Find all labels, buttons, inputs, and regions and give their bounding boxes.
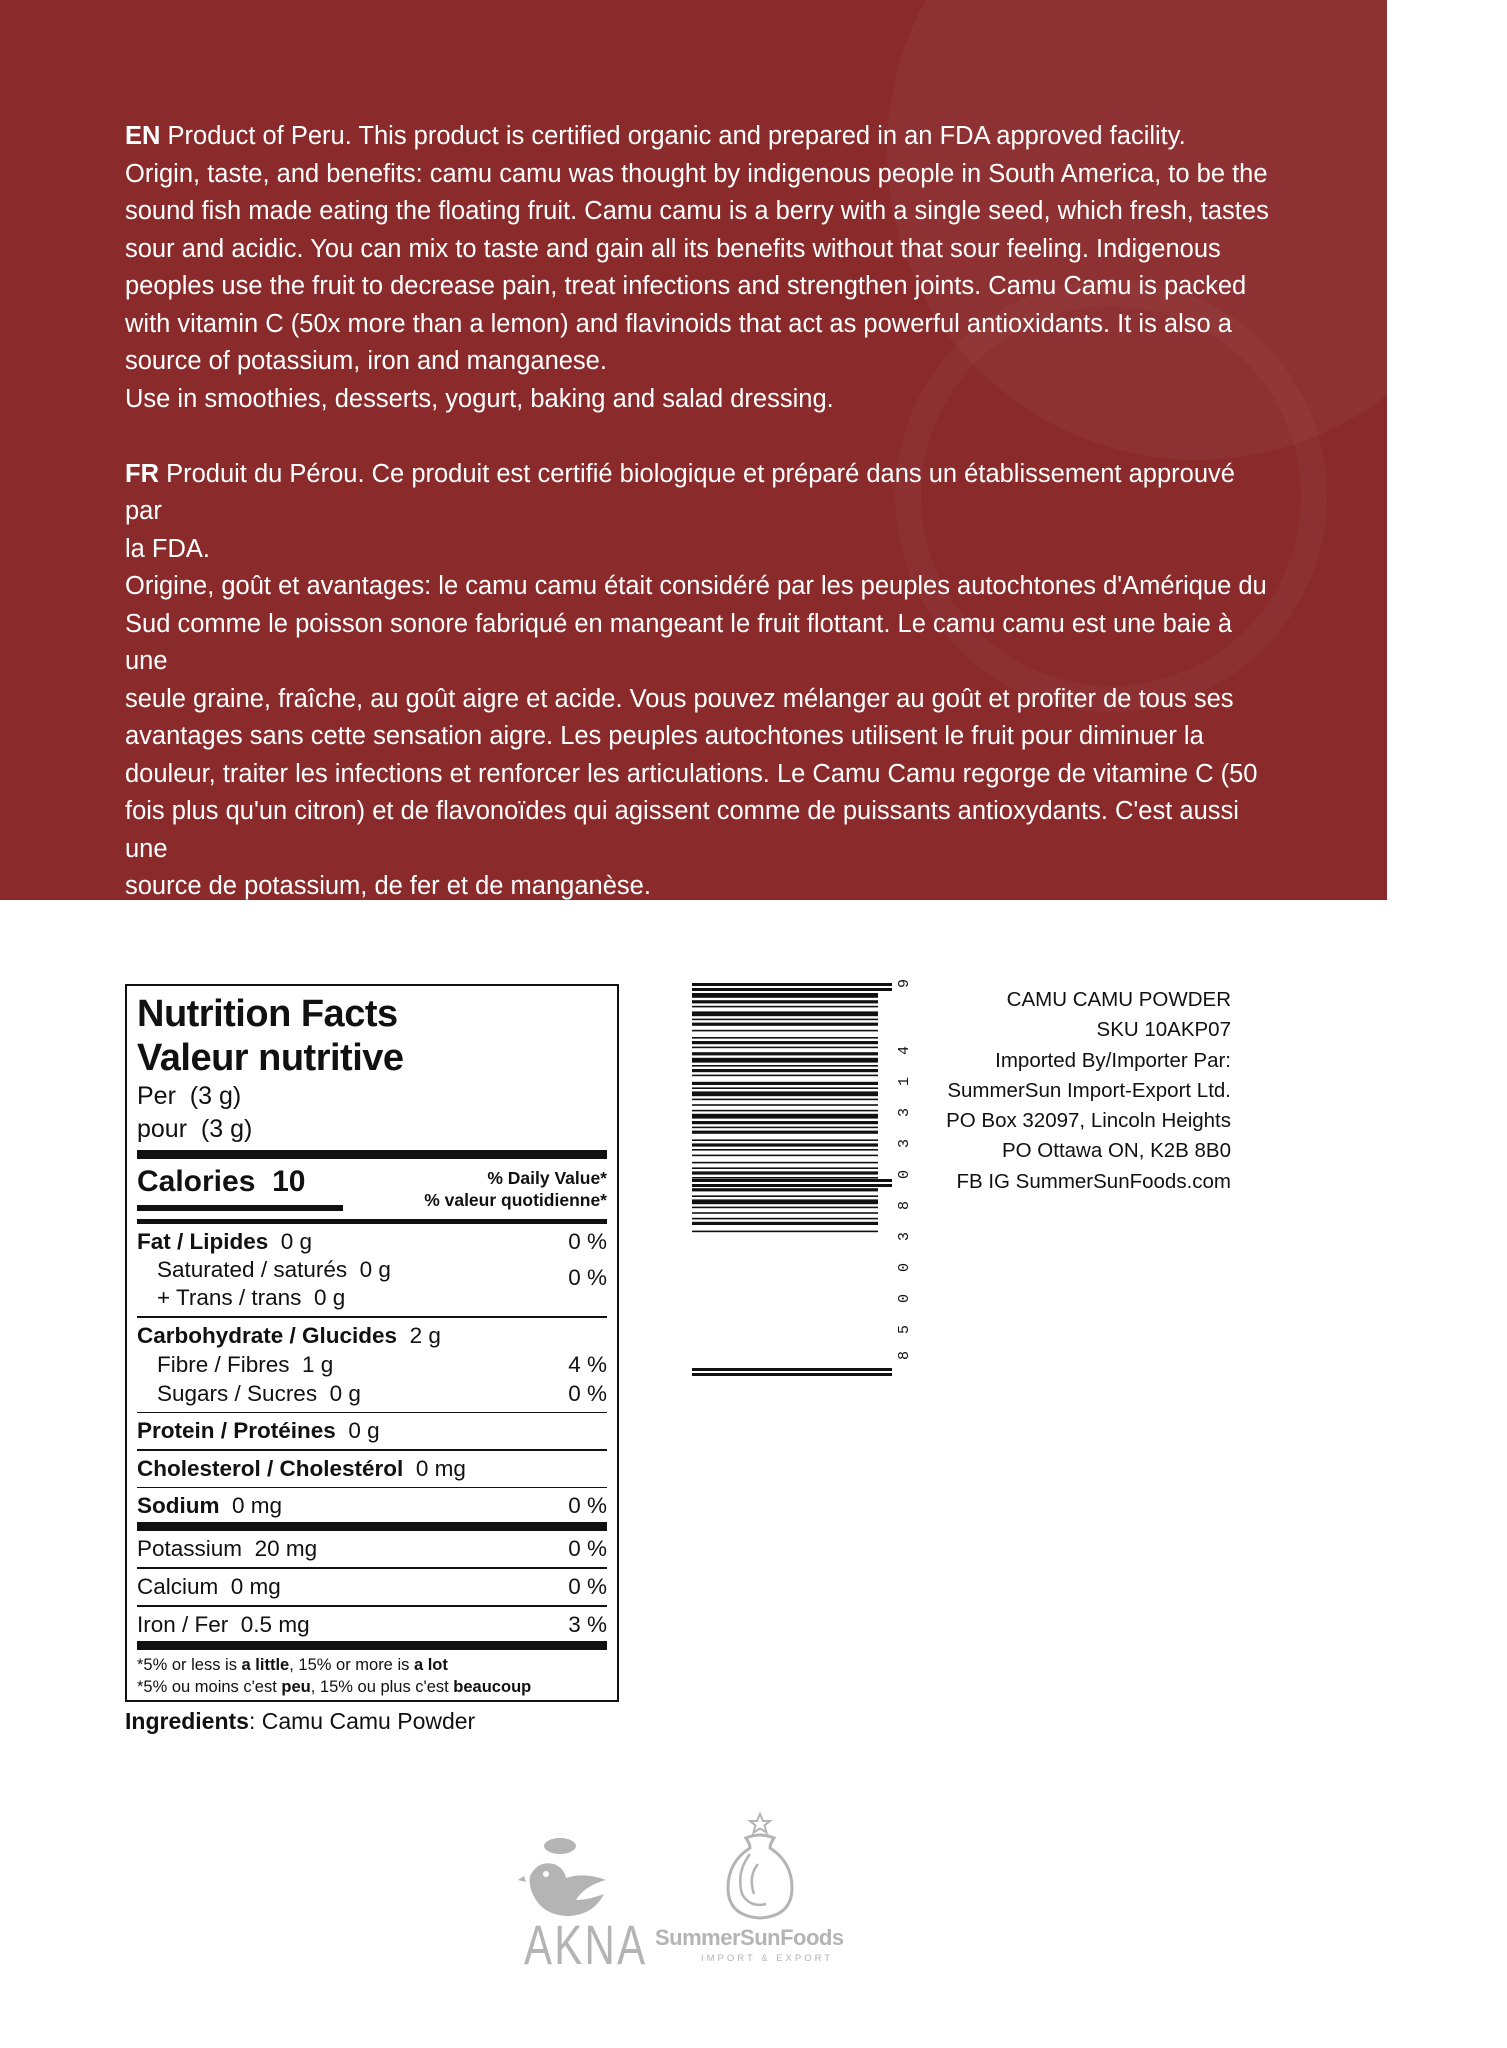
importer-city: PO Ottawa ON, K2B 8B0 <box>1001 1139 1231 1163</box>
nutrient-amount: 0 g <box>348 1418 380 1444</box>
barcode-bar <box>692 993 878 998</box>
description-fr-line: la FDA. <box>125 534 211 563</box>
barcode-bar <box>692 1127 878 1129</box>
barcode-guard-bar <box>692 1368 892 1371</box>
nutrient-amount: 0 mg <box>415 1455 466 1481</box>
nutrient-row-protein <box>137 1416 607 1445</box>
divider-thin <box>137 1412 607 1414</box>
barcode-digit: 3 <box>896 1231 913 1241</box>
barcode-digit: 4 <box>896 1045 913 1055</box>
sku: SKU 10AKP07 <box>1096 1018 1231 1042</box>
nutrient-amount: 0 mg <box>230 1573 281 1599</box>
nutrient-amount: 0 g <box>313 1285 346 1310</box>
importer-address: PO Box 32097, Lincoln Heights <box>946 1109 1231 1133</box>
barcode-bar <box>692 1177 878 1179</box>
barcode-guard-bar <box>692 1373 892 1376</box>
divider-thin <box>137 1487 607 1489</box>
nutrient-label: Protein / Protéines <box>137 1418 336 1444</box>
barcode-bar <box>692 1110 878 1112</box>
nutrient-percent: 0 % <box>568 1265 607 1290</box>
divider-thin <box>137 1567 607 1569</box>
ingredients-line <box>125 1708 475 1735</box>
nutrient-percent: 0 % <box>568 1229 607 1254</box>
barcode-bar <box>692 1037 878 1039</box>
barcode-bar <box>692 1171 878 1174</box>
nutrient-amount: 0 mg <box>232 1493 283 1519</box>
nutrient-row-calcium <box>137 1572 607 1601</box>
barcode-bar <box>692 1052 878 1055</box>
barcode-bar <box>692 1139 878 1141</box>
barcode-digit: 0 <box>896 1169 913 1179</box>
nutrient-row-sugars <box>137 1379 607 1408</box>
daily-value-fr: % valeur quotidienne* <box>424 1190 607 1210</box>
barcode-bar <box>692 1006 878 1008</box>
calories-label: Calories <box>137 1165 256 1198</box>
description-fr-line: avantages sans cette sensation aigre. Les peuples autochtones utilisent le fruit pour diminuer la <box>125 722 1204 750</box>
lang-tag-fr: FR <box>125 459 159 488</box>
nutrient-amount: 0.5 mg <box>240 1611 310 1637</box>
nutrient-label: Iron / Fer <box>137 1611 229 1637</box>
description-fr-intro: FR Produit du Pérou. Ce produit est certifié biologique et préparé dans un établissement approuvé par <box>125 459 1235 525</box>
description-en-line: with vitamin C (50x more than a lemon) and flavinoids that act as powerful antioxidants. It is also a <box>125 309 1232 338</box>
nutrient-amount: 1 g <box>302 1351 334 1377</box>
nutrient-amount: 0 g <box>280 1229 313 1254</box>
barcode-bar <box>692 1104 878 1106</box>
barcode-bar <box>692 1218 878 1220</box>
divider-thick <box>137 1522 607 1531</box>
description-en-intro: EN Product of Peru. This product is certified organic and prepared in an FDA approved facility. <box>125 122 1186 150</box>
description-en-line: sound fish made eating the floating fruit. Camu camu is a berry with a single seed, which fresh, tastes <box>125 197 1269 225</box>
importer-company: SummerSun Import-Export Ltd. <box>947 1078 1231 1102</box>
nutrient-label: Fibre / Fibres <box>157 1351 290 1377</box>
barcode-bar <box>692 1121 878 1124</box>
nutrient-label: Saturated / saturés <box>157 1257 348 1282</box>
description-fr-line: Origine, goût et avantages: le camu camu était considéré par les peuples autochtones d'Amérique du <box>125 572 1267 600</box>
importer-info <box>946 985 1231 1197</box>
description-text <box>125 118 1275 943</box>
barcode-bar <box>692 1207 878 1209</box>
nutrient-label: Potassium <box>137 1536 243 1562</box>
description-panel <box>0 0 1387 938</box>
nutrient-row-saturated <box>137 1256 607 1290</box>
akna-logo-text: AKNA <box>524 1913 648 1976</box>
barcode-guard-bar <box>692 1184 892 1187</box>
barcode <box>692 983 906 1378</box>
barcode-digit: 8 <box>896 1200 913 1210</box>
barcode-bar <box>692 1099 878 1101</box>
barcode-bar <box>692 1167 878 1169</box>
nutrient-row-iron <box>137 1610 607 1639</box>
barcode-bar <box>692 1082 878 1085</box>
divider-thin <box>137 1316 607 1318</box>
barcode-bar <box>692 1047 878 1049</box>
barcode-bar <box>692 1019 878 1021</box>
calories-underline <box>137 1205 343 1211</box>
footnote-en: *5% or less is a little, 15% or more is a lot <box>137 1655 448 1674</box>
nutrient-label: Cholesterol / Cholestérol <box>137 1455 404 1481</box>
barcode-bar <box>692 1023 878 1026</box>
divider-thin <box>137 1605 607 1607</box>
product-name: CAMU CAMU POWDER <box>1006 988 1231 1011</box>
barcode-digit: 0 <box>896 1293 913 1303</box>
barcode-bar <box>692 1149 878 1151</box>
barcode-guard-bar <box>692 1179 892 1182</box>
barcode-bar <box>692 1162 878 1164</box>
nutrient-amount: 20 mg <box>254 1536 318 1562</box>
nutrient-percent: 0 % <box>568 1493 607 1519</box>
barcode-digit: 9 <box>896 978 913 988</box>
nutrient-label: Calcium <box>137 1573 219 1599</box>
barcode-digit: 1 <box>896 1076 913 1086</box>
barcode-bar <box>692 1131 878 1134</box>
barcode-bar <box>692 1188 878 1191</box>
description-fr-line: Sud comme le poisson sonore fabriqué en mangeant le fruit flottant. Le camu camu est une baie à une <box>125 609 1233 675</box>
nutrient-percent: 0 % <box>568 1536 607 1562</box>
description-en-line: Origin, taste, and benefits: camu camu was thought by indigenous people in South America, to be the <box>125 159 1268 188</box>
description-fr-usage: Utiliser dans les smoothies, les desserts, les yaourts, les pâtisseries et les vinaigrettes. <box>125 909 1105 938</box>
summersun-logo-text: SummerSunFoods <box>655 1925 844 1950</box>
barcode-guard-bar <box>692 988 892 991</box>
barcode-guard-bar <box>692 983 892 986</box>
daily-value-footnote <box>137 1650 607 1698</box>
barcode-bar <box>692 1058 878 1063</box>
barcode-bar <box>692 1155 878 1157</box>
description-en-line: sour and acidic. You can mix to taste and gain all its benefits without that sour feeling. Indigenous <box>125 234 1221 263</box>
barcode-bar <box>692 1000 878 1003</box>
barcode-bar <box>692 1069 878 1072</box>
description-fr-line: fois plus qu'un citron) et de flavonoïdes qui agissent comme de puissants antioxydants. C'est aussi une <box>125 797 1239 863</box>
nutrient-row-sodium <box>137 1491 607 1520</box>
nutrient-label: Sodium <box>137 1493 220 1519</box>
nutrient-row-carbohydrate <box>137 1321 607 1350</box>
description-en-line: source of potassium, iron and manganese. <box>125 347 607 375</box>
nutrient-row-fibre <box>137 1350 607 1379</box>
importer-social: FB IG SummerSunFoods.com <box>956 1169 1231 1193</box>
nutrient-label: Fat / Lipides <box>137 1229 269 1254</box>
summersun-logo-subtitle: IMPORT & EXPORT <box>701 1953 834 1964</box>
description-fr-line: seule graine, fraîche, au goût aigre et acide. Vous pouvez mélanger au goût et profiter de tous ses <box>125 684 1234 713</box>
barcode-bar <box>692 1041 878 1044</box>
nutrient-row-cholesterol <box>137 1454 607 1483</box>
nutrient-label: Sugars / Sucres <box>157 1380 318 1406</box>
ingredients-value: : Camu Camu Powder <box>248 1708 476 1734</box>
nutrition-title-fr: Valeur nutritive <box>137 1037 404 1079</box>
summersun-sack-logo-icon <box>710 1812 810 1924</box>
barcode-bar <box>692 1199 878 1204</box>
importer-label: Imported By/Importer Par: <box>995 1048 1231 1072</box>
nutrient-row-trans <box>137 1284 607 1312</box>
nutrient-amount: 0 g <box>329 1380 361 1406</box>
nutrition-facts-table <box>125 984 619 1702</box>
description-fr-line: source de potassium, de fer et de manganèse. <box>125 872 651 900</box>
lang-tag-en: EN <box>125 122 161 150</box>
nutrient-percent: 3 % <box>568 1611 607 1637</box>
barcode-bar <box>692 1075 878 1077</box>
nutrient-row-potassium <box>137 1534 607 1563</box>
description-en-usage: Use in smoothies, desserts, yogurt, baking and salad dressing. <box>125 384 834 413</box>
divider-thick <box>137 1641 607 1650</box>
barcode-bar <box>692 1030 878 1032</box>
nutrient-percent: 0 % <box>568 1573 607 1599</box>
description-en-line: peoples use the fruit to decrease pain, treat infections and strengthen joints. Camu Camu is packed <box>125 272 1247 300</box>
barcode-bar <box>692 1212 878 1214</box>
daily-value-en: % Daily Value* <box>487 1168 607 1188</box>
calories-value: 10 <box>272 1165 306 1198</box>
barcode-digit: 5 <box>896 1324 913 1334</box>
serving-size-fr: pour (3 g) <box>137 1115 253 1143</box>
nutrient-amount: 0 g <box>359 1257 391 1282</box>
barcode-bar <box>692 1091 878 1096</box>
nutrient-label: + Trans / trans <box>157 1285 302 1310</box>
footnote-fr: *5% ou moins c'est peu, 15% ou plus c'est beaucoup <box>137 1677 532 1696</box>
barcode-digit: 3 <box>896 1107 913 1117</box>
divider-thin <box>137 1449 607 1451</box>
nutrient-percent: 4 % <box>568 1351 607 1377</box>
barcode-digit: 3 <box>896 1138 913 1148</box>
nutrition-title-en: Nutrition Facts <box>137 993 398 1035</box>
ingredients-label: Ingredients <box>125 1708 249 1734</box>
barcode-bar <box>692 1087 878 1089</box>
barcode-digit: 8 <box>896 1350 913 1360</box>
divider-thick <box>137 1150 607 1159</box>
calories-row <box>137 1163 607 1219</box>
barcode-bar <box>692 1143 878 1146</box>
barcode-digit: 0 <box>896 1262 913 1272</box>
divider-medium <box>137 1219 607 1224</box>
barcode-bar <box>692 1011 878 1016</box>
nutrient-label: Carbohydrate / Glucides <box>137 1322 398 1348</box>
nutrient-row-fat <box>137 1227 607 1256</box>
barcode-bar <box>692 1114 878 1119</box>
barcode-bar <box>692 1222 878 1225</box>
barcode-bar <box>692 1195 878 1197</box>
serving-size-en: Per (3 g) <box>137 1082 242 1110</box>
nutrient-amount: 2 g <box>409 1322 441 1348</box>
daily-value-header <box>424 1167 607 1211</box>
barcode-bar <box>692 1231 878 1233</box>
nutrient-percent: 0 % <box>568 1380 607 1406</box>
description-fr-line: douleur, traiter les infections et renforcer les articulations. Le Camu Camu regorge de vitamine C (50 <box>125 759 1258 788</box>
barcode-bar <box>692 1065 878 1067</box>
